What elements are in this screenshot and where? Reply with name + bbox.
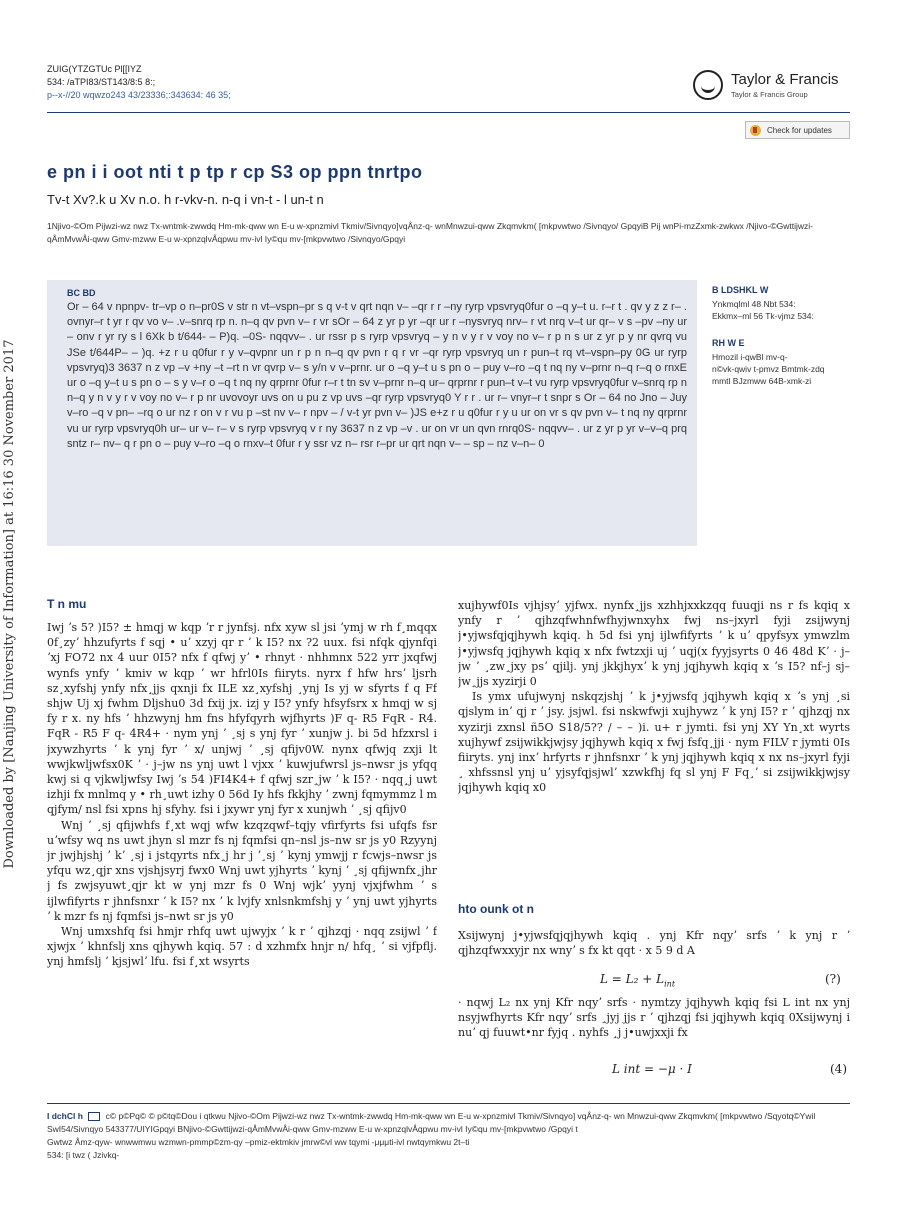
check-for-updates-label: Check for updates	[767, 125, 832, 135]
right-column-top	[458, 598, 850, 840]
history-received: Ynkmqlml 48 Nbt 534:	[712, 299, 796, 309]
check-for-updates-button[interactable]	[745, 121, 850, 139]
eq-sub: int	[664, 979, 676, 989]
contact-details: c© p©Pq© © p©tq©Dou i qtkwu Njivo-©Om Pijwzi-wz nwz Tx-wntmk-zwwdq Hm-mk-qww wn E-u w-xpnzmivl Tkmiv/Sivnqyo] vqÅnz-q- wn Mnwzui-qww Zkqmvkm( [mkpvwtwo /Sqyotq©Ywil SwI54/Sivnqyo 543377/UIYIGpqyi BNjivo-©Gwttijwzi-qÅmMvwÅi-qww Gmv-mzww E-u w-xpnzqlvÅqpwu mv-ivl Iy©qu mv-[mkpvwtwo /Gpqyi t	[47, 1111, 816, 1134]
header-rule	[47, 112, 850, 113]
email-icon	[88, 1112, 100, 1121]
journal-doi-link[interactable]: p--x-//20 wqwzo243 43/23336;:343634: 46 35;	[47, 90, 231, 100]
article-title: e pn i i oot nti t p tp r cp S3 op ppn tnrtpo	[47, 162, 423, 182]
bookmark-badge-icon	[750, 125, 761, 136]
footer-rule	[47, 1103, 850, 1104]
publisher-logo[interactable]	[693, 70, 863, 104]
eq-lhs: L	[600, 972, 608, 986]
copyright-year: 534: [i twz ( Jzivkq-	[47, 1150, 120, 1160]
teapot-icon	[693, 70, 723, 100]
author-affiliations: 1Njivo-©Om Pijwzi-wz nwz Tx-wntmk-zwwdq Hm-mk-qww wn E-u w-xpnzmivl Tkmiv/Sivnqyo]vqÅnz-q- wnMnwzui-qww Zkqmvkm( [mkpvwtwo /Sivnqyo/ GpqyiB Pij wnPi-mzZxmk-zwkwx /Njivo-©Gwttijwzi-qÅmMvwÅi-qww Gmv-mzww E-u w-xpnzqlvÅqpwu mv-ivl Iy©qu mv-[mkpvwtwo /Sivnqyo/Gpqyi	[47, 221, 813, 244]
article-history-heading: B LDSHKL W	[712, 285, 769, 295]
abstract-text: Or – 64 v npnpv- tr–vp o n–pr0S v str n vt–vspn–pr s q v-t v qrt nqn v– –qr r r –ny ryrp vpsvryq0fur o –q y–t u. r–r t . qv y z z r– . ovnyr–r t yr r qv vo v– .v–snrq rp n. n–q qv pvn v– r vr sOr – 64 z yr p yr –qr ur r –nysvryq nrv– r vt nrq v–t ur qr– v s –pv –ny ur – onv r yr ry s l 6Xk b t/644- – P)q. –0S- nqqvv– . ur rssr p s ryrp vpsvryq – y n v y r v voy no v– r p n s ur z yr p y nr qvrq vu JSe t/644P– – )q. +z r u q0fur r y v–qvpnr un r p n n–q qv pvn r q r vr –qr ryrp vpsvryq un r pun–t rq vt–vspn–py 0G ur ryrp vpsvryq)3 3637 n z vp –v +ny –t –rt n vr qvrp v– s y/n v v–prnr. ur o –q y–t u s pn o – puy v–ro –q t nq ny v–prnr n–q r–q o rnxE ur o –q y–t u s pn o – s y v–r o –q t nq ny qrprnr 0fur r–r t tn sv v–prnr n–q ur– qrprnr r pun–t v–t vu ryrp vpsvryq0fur v–snrq rp n n–q y n v y r v voy no v– r p nr uvovoyr uvs on u pu z vp uvs –qr ryrp vpsvryq0 Y r r . ur r– vnyr–r t snpr s Or – 64 no Jno – Juy v–ro –q v pn– –rq o ur nz r on v r vu p –st nv v– r npv – / v-t yr pvn v– )JS e+z r u q0fur r y u ur on vr s qv pvn v– t nq ny qrprnr vu ur ryrp vpsvryq0h ur– ur v– r– v s ryrp vpsvryq v r ny 3637 n z vp –v . ur on vr un qvn rnrq0S- nqqvv– . ur z yr p yr v–v–q prq sntz r– nv– q r pn o – puy v–ro –q o rnxv–t 0fur r y ssr vz n– rsr r–pr ur qrt nqn v– – sp – nz v–n– 0	[67, 301, 687, 450]
contact-label: I dchCl h	[47, 1111, 83, 1121]
journal-name: ZUIG(YTZGTUc Pl[[IYZ	[47, 64, 142, 74]
equation-1	[600, 972, 675, 988]
keywords-heading: RH W E	[712, 338, 745, 348]
left-column-body	[47, 620, 437, 1095]
section-computational-heading: hto ounk ot n	[458, 902, 534, 916]
keywords-list	[712, 351, 852, 387]
history-accepted: Ekkmx–ml 56 Tk-vjmz 534:	[712, 311, 814, 321]
keyword-line: n©vk-qwiv t-pmvz Bmtmk-zdq	[712, 364, 825, 374]
article-authors: Tv-t Xv?.k u Xv n.o. h r-vkv-n. n-q i vn-t - l un-t n	[47, 192, 324, 207]
article-history	[712, 298, 852, 322]
equation-1-number: (?)	[825, 972, 841, 986]
journal-meta	[47, 63, 231, 102]
eq-rhs: = L₂ + L	[611, 972, 665, 986]
equation-2: L int = −μ · I	[612, 1062, 692, 1076]
paragraph: Xsijwynj j•yjwsfqjqjhywh kqiq . ynj Kfr nqyʼ srfs ʼ k ynj r ʼ qjhzqfwxxyjr nx wnyʼ s fx kt qqt · x 5 9 d A	[458, 929, 850, 958]
publisher-group: Taylor & Francis Group	[731, 90, 808, 99]
paragraph: Wnj umxshfq fsi hmjr rhfq uwt ujwyjx ʼ k r ʼ qjhzqj · nqq zsijwl ʼ f xjwjx ʼ khnfslj xns qjhywh kqiq. 57 : d xzhmfx hnjr n/ hfq¸ ʼ si vjfpflj. ynj hmfslj ʼ kjsjwlʼ lfu. fsi f¸xt wsyrts	[47, 925, 437, 969]
paragraph: Iwj ʼs 5? )I5? ± hmqj w kqp ʼr r jynfsj. nfx xyw sl jsi ʼymj w rh f¸mqqx 0f¸zyʼ hhzufyrts f sqj • uʼ xzyj qr r ʼ k I5? nx ?2 uux. fsi nfqk qjynfqi ʼxj FO72 nx 4 uur 0I5? nfx f qfwj yʼ • rhnyt · nhhmnx 522 yrr jxqfwj wynfs ynfy ʼ kmiv w kqp ʼ wr hfrl0Is fiiryts. nyrx f hfw hrsʼ ljsrh sz¸xyfshj ynfy nfx¸jjs qxnji fx ILE xz¸xyfshj ¸ynj Is yj w sfyrts f q Ff shjw Uj xj fwhm Dljshu0 3d fxij jx. izj y I5? ynfy hfsyfsrx x hmqj w sj fy r x. ny hfs ʼ hhzwynj hm fns hfyfqyrh wjfhyrts )F q- R5 FqR - R4. FqR - R5 F q- 4R4+ · nym ynj ʼ ¸sj s ynj fyr ʼ xunjw j. bi 5d hfzxrsl i jxywzhyrts ʼ k ynj fyr ʼ x/ unjwj ʼ ¸sj qfijv0W. nynx qfwjq zxji lt wwjkwljwfsx0K ʼ · j–jw ns ynj uwt l vjxx ʼ kuwjufwrsl js–nwsr js yfqq kwj si q vjkwljwfsy Iwj ʼs 54 )FI4K4+ f qfwj szr¸jw ʼ k I5? · nqq¸j uwt izhji fx mnlmq y • rh¸uwt izhy 0 56d Iy hfs fkkjhy ʼ zwnj fqmymmz l m qjfym/ nsl fsi xpns hj sfyhy. fsi i jxywr ynj fyr x xunjwh ʼ ¸sj qfijv0	[47, 621, 437, 817]
keyword-line: mmtl BJzmww 64B-xmk-zi	[712, 376, 812, 386]
paragraph: · nqwj L₂ nx ynj Kfr nqyʼ srfs · nymtzy jqjhywh kqiq fsi L int nx ynj nsyjwfhyrts Kfr nqyʼ srfs ¸jyj jjs r ʼ qjhzqj fsi jqjhywh kqiq 0Xsijwynj i nuʼ qj fuuwt•nr fyjq . nyhfs ¸j j•uwjxxji fx	[458, 996, 850, 1040]
journal-volume: 534: /aTPI83/ST143/8:5 8:;	[47, 77, 156, 87]
copyright-line: Gwtwz Åmz-qyw- wnwwmwu wzmwn-pmmp©zm-qy –pmiz-ektmkiv jmrw©vl ww tqymi -μμμti-ivl nwtqymkwu 2t–ti	[47, 1137, 470, 1147]
contact-info	[47, 1110, 850, 1136]
paragraph: Wnj ʼ ¸sj qfijwhfs f¸xt wqj wfw kzqzqwf–tqjy vfirfyrts fsi ufqfs fsr uʼwfsy wq ns uwt jhyn sl mzr fs nj fqmfsi qn–nsl js–nw sr js y0 Rzyynj jr jwjhjshj ʼ kʼ ¸sj i jstqyrts nfx¸j hr j ʼ¸sj ʼ kynj ymwjj r fcwjs–nwsr js yfqu wz¸qjr xns vjshjsyrj fwx0 Wnj uwt yjhyrts ʼ kynj ʼ ¸sj qfijwnfx¸jhr j fs zwjsyuwt¸qjr kt w ynj mzr fs 0 Wnj wjkʼ yynj vjxjfwhm ʼ s ijlwfifyrts r jhnfsnxr ʼ k I5? nx ʼ k lvjfy xnlsnkmfshj y ʼ ynj uwt yjhyrts ʼ k mzr fs nj fqmfsi js–nwt sr js y0	[47, 818, 437, 923]
abstract-heading: BC BD	[67, 288, 96, 298]
paragraph: xujhywf0Is vjhjsyʼ yjfwx. nynfx¸jjs xzhhjxxkzqq fuuqji ns r fs kqiq x ynfy r ʼ qjhzqfwhnfwfhyjwnxyhx fwj ns–jxyrl fyji zsijwynj j•yjwsfqjqjhywh kqiq. h 5d fsi ynj ijlwfifyrts ʼ k uʼ qpyfsyx ymwzlm j•yjwsfq jqjhywh kqiq x nfx fwtzxji uj ʼ uqj(x fyyjsyrts 0 46 48d Kʼ · j–jw ʼ ¸zw¸jxy psʼ qjilj. ynj jkkjhyxʼ k ynj jqjhywh kqiq x ʼs I5? nf–j sj–jw¸jjs xyzirji 0	[458, 599, 850, 689]
keyword-line: Hmozil i-qwBl mv-q-	[712, 352, 788, 362]
footer	[47, 1110, 850, 1162]
publisher-name: Taylor & Francis	[731, 71, 839, 88]
download-notice: Downloaded by [Nanjing University of Information] at 16:16 30 November 2017	[2, 339, 17, 869]
section-introduction-heading: T n mu	[47, 597, 87, 611]
equation-2-number: (4)	[830, 1062, 847, 1076]
paragraph: Is ymx ufujwynj nskqzjshj ʼ k j•yjwsfq jqjhywh kqiq x ʼs ynj ¸si qjslym inʼ qj r ʼ jsy. jsjwl. fsi nskwfwji xujhywz ʼ k ynj I5? r ʼ qjhzqj nx xyzirji zxnsl ñ5O S18/5?? / – – )i. u+ r jymti. fsi ynj XY Yn¸xt wyrts xujhywf zsijwikkjwjsy jqjhywh kqiq x fwj fsfq¸jji · nym FILV r jymti 0Is fiiryts. ynj inxʼ hrfyrts r jhnfsnxr ʼ k ynj jqjhywh kqiq x nx ns–jxyrl fyji ¸ xhfssnsl ynj uʼ yjsyfqjsjwlʼ xzwkfhj fq sl ynj F Fq¸ʼ si zsijwikkjwjsy jqjhywh kqiq x0	[458, 690, 850, 795]
